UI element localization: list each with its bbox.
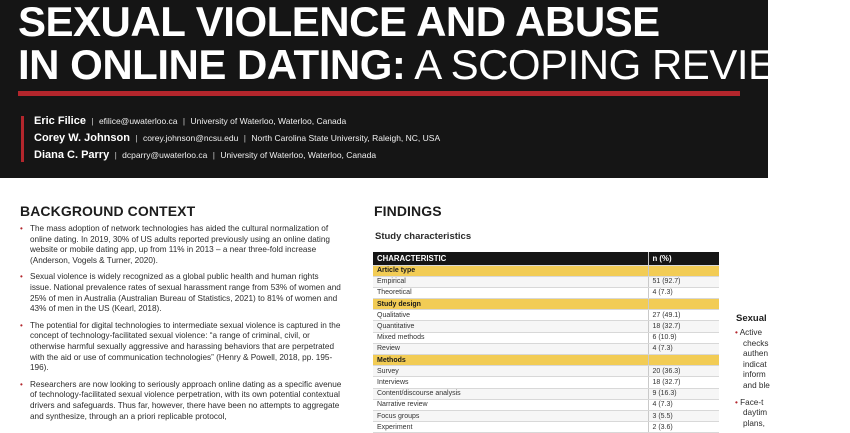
separator: | [135, 133, 138, 143]
category-label: Article type [373, 265, 648, 276]
list-item [20, 272, 342, 314]
bullet-icon: • [20, 379, 23, 389]
poster-header [0, 0, 815, 178]
author-2 [34, 132, 440, 144]
background-heading: BACKGROUND CONTEXT [20, 203, 196, 219]
list-item: checks [743, 338, 769, 348]
table-row [373, 332, 719, 343]
list-item [20, 224, 342, 266]
bullet-text: The mass adoption of network technologies has aided the cultural normalization of online dating. In 2019, 30% of US adults reported previously using an online dating website or mobile dating app, up from 11% in 2013 – a near three-fold increase (Anderson, Vogels & Turner, 2020). [30, 224, 330, 265]
bullet-icon: • [20, 320, 23, 330]
list-item: • Active [735, 328, 762, 337]
right-column-heading: Sexual [736, 313, 767, 324]
title-line-1: SEXUAL VIOLENCE AND ABUSE [18, 0, 660, 45]
table-row [373, 321, 719, 332]
author-name: Diana C. Parry [34, 149, 110, 161]
table-category-row [373, 265, 719, 276]
list-item: indicat [743, 359, 767, 369]
title-line-2-light: A SCOPING REVIEW [405, 41, 815, 88]
table-row [373, 276, 719, 287]
characteristic-cell: Empirical [373, 276, 648, 287]
count-cell: 20 (36.3) [648, 366, 719, 377]
findings-heading: FINDINGS [374, 203, 442, 219]
poster-title [18, 0, 815, 86]
count-cell: 6 (10.9) [648, 332, 719, 343]
table-row [373, 410, 719, 421]
author-email[interactable]: dcparry@uwaterloo.ca [122, 150, 208, 160]
table-row [373, 343, 719, 354]
category-label: Methods [373, 355, 648, 366]
column-header-characteristic: CHARACTERISTIC [373, 252, 648, 265]
count-cell: 4 (7.3) [648, 343, 719, 354]
characteristic-cell: Theoretical [373, 287, 648, 298]
count-cell: 2 (3.6) [648, 422, 719, 433]
characteristic-cell: Review [373, 343, 648, 354]
count-cell [648, 355, 719, 366]
count-cell [648, 265, 719, 276]
list-item: authen [743, 349, 769, 359]
title-underline [18, 91, 740, 96]
study-characteristics-table [373, 252, 719, 433]
bullet-icon: • [20, 272, 23, 282]
background-bullet-list [20, 224, 342, 428]
table-category-row [373, 355, 719, 366]
separator: | [182, 116, 186, 126]
characteristic-cell: Quantitative [373, 321, 648, 332]
bullet-text: Researchers are now looking to seriously approach online dating as a specific avenue of technology-facilitated sexual violence perpetration, with its own potential contextual drivers and safeguards. Thus far, however, there have been no attempts to aggregate and synthesize, through an a priori replicable protocol, [30, 379, 342, 421]
count-cell: 18 (32.7) [648, 321, 719, 332]
bullet-icon: • [20, 224, 23, 233]
count-cell: 4 (7.3) [648, 399, 719, 410]
author-email[interactable]: efilice@uwaterloo.ca [98, 116, 178, 126]
author-name: Corey W. Johnson [34, 132, 130, 144]
characteristic-cell: Narrative review [373, 399, 648, 410]
author-affiliation: University of Waterloo, Waterloo, Canada [220, 150, 377, 160]
category-label: Study design [373, 299, 648, 310]
author-accent-bar [21, 116, 24, 162]
count-cell: 4 (7.3) [648, 287, 719, 298]
right-column-cropped [730, 300, 768, 432]
list-item [20, 380, 342, 422]
count-cell: 3 (5.5) [648, 410, 719, 421]
table-row [373, 399, 719, 410]
bullet-icon: • [735, 397, 741, 407]
table-body [373, 265, 719, 433]
study-characteristics-heading: Study characteristics [375, 231, 472, 242]
bullet-text: The potential for digital technologies to intermediate sexual violence is captured in the concept of technology-facilitated sexual violence: “a range of criminal, civil, or otherwise harmful sexually aggressive and harassing behaviors that are perpetrated with the aid or use of communication technologies” (Henry & Powell, 2018, pp. 195-196). [30, 320, 341, 373]
separator: | [212, 150, 215, 160]
count-cell: 27 (49.1) [648, 310, 719, 321]
author-1 [34, 115, 346, 127]
characteristic-cell: Experiment [373, 422, 648, 433]
title-line-2 [18, 43, 815, 86]
count-cell [648, 299, 719, 310]
bullet-icon: • [735, 328, 740, 337]
table-row [373, 422, 719, 433]
author-email[interactable]: corey.johnson@ncsu.edu [142, 133, 239, 143]
author-3 [34, 149, 376, 161]
table-row [373, 377, 719, 388]
separator: | [91, 116, 94, 126]
table-row [373, 310, 719, 321]
characteristic-cell: Interviews [373, 377, 648, 388]
table-row [373, 287, 719, 298]
count-cell: 18 (32.7) [648, 377, 719, 388]
author-affiliation: University of Waterloo, Waterloo, Canada [190, 116, 347, 126]
list-item [20, 321, 342, 374]
count-cell: 9 (16.3) [648, 388, 719, 399]
count-cell: 51 (92.7) [648, 276, 719, 287]
list-item: plans, [743, 418, 765, 428]
table-row [373, 388, 719, 399]
author-affiliation: North Carolina State University, Raleigh, NC, USA [251, 133, 441, 143]
table-category-row [373, 299, 719, 310]
separator: | [243, 133, 246, 143]
author-name: Eric Filice [34, 115, 86, 127]
list-item: and ble [743, 381, 770, 390]
characteristic-cell: Content/discourse analysis [373, 388, 648, 399]
list-item: daytim [743, 408, 768, 418]
list-item: inform [743, 370, 766, 380]
column-header-n-percent: n (%) [648, 252, 719, 265]
characteristic-cell: Focus groups [373, 410, 648, 421]
table-header-row [373, 252, 719, 265]
separator: | [114, 150, 117, 160]
characteristic-cell: Mixed methods [373, 332, 648, 343]
characteristic-cell: Qualitative [373, 310, 648, 321]
title-line-2-bold: IN ONLINE DATING: [18, 41, 406, 88]
characteristic-cell: Survey [373, 366, 648, 377]
bullet-text: Sexual violence is widely recognized as a global public health and human rights issue. National prevalence rates of sexual harassment range from 53% of women and 25% of men in Australia (Australian Bureau of Statistics, 2021) to 81% of women and 43% of men in the US (Kearl, 2018). [30, 272, 341, 314]
list-item: • Face-t [735, 397, 764, 407]
table-row [373, 366, 719, 377]
